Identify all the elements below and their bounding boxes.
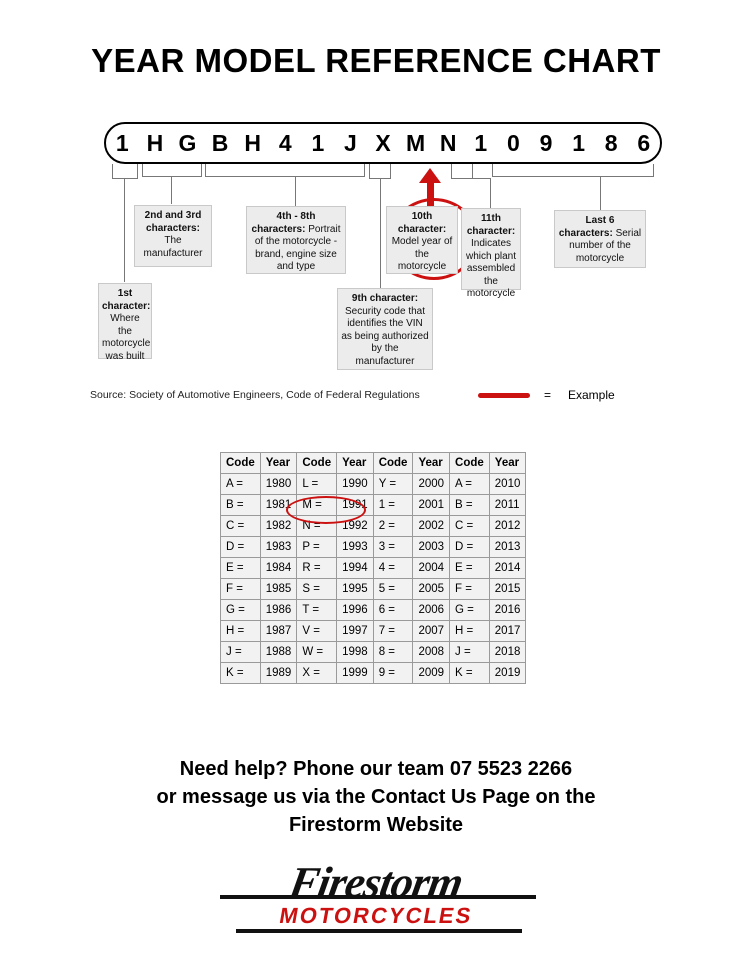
table-cell: 1989 — [260, 663, 297, 684]
leader-line — [112, 164, 113, 178]
table-header-cell: Code — [297, 453, 337, 474]
leader-line — [171, 176, 172, 204]
table-header-cell: Year — [489, 453, 526, 474]
vin-char: 1 — [115, 130, 129, 156]
callout-body: The manufacturer — [143, 235, 203, 259]
vin-char: 8 — [604, 130, 618, 156]
leader-line — [112, 178, 138, 179]
vin-char: N — [439, 130, 457, 156]
table-row — [221, 558, 526, 579]
source-note: Source: Society of Automotive Engineers, Code of Federal Regulations — [90, 389, 420, 401]
callout-second-third-characters — [134, 205, 212, 267]
table-cell: K = — [221, 663, 261, 684]
table-header-cell: Code — [450, 453, 490, 474]
vin-char: H — [146, 130, 164, 156]
table-header-cell: Code — [373, 453, 413, 474]
vin-char-highlighted: M — [406, 130, 426, 156]
leader-line — [653, 164, 654, 176]
help-line-3: Firestorm Website — [288, 814, 464, 836]
vin-char: X — [375, 130, 391, 156]
table-cell: 2008 — [413, 642, 450, 663]
vin-char: 6 — [637, 130, 651, 156]
red-arrow-head — [419, 168, 441, 183]
leader-line — [472, 164, 473, 178]
table-row — [221, 642, 526, 663]
table-cell: F = — [221, 579, 261, 600]
help-line-1: Need help? Phone our team 07 5523 2266 — [179, 758, 573, 780]
page-title: YEAR MODEL REFERENCE CHART — [91, 42, 661, 79]
table-cell: V = — [297, 621, 337, 642]
callout-body: Model year of the motorcycle — [391, 236, 453, 272]
table-cell: 6 = — [373, 600, 413, 621]
leader-line — [600, 176, 601, 210]
table-cell: 2001 — [413, 495, 450, 516]
callout-last-six-characters — [554, 210, 646, 268]
leader-line — [390, 164, 391, 178]
leader-line — [205, 164, 206, 176]
table-cell: H = — [221, 621, 261, 642]
leader-line — [137, 164, 138, 178]
vin-char: 1 — [572, 130, 585, 156]
table-cell: A = — [221, 474, 261, 495]
legend-example-line — [478, 393, 530, 398]
table-cell: 2017 — [489, 621, 526, 642]
table-cell: 1996 — [337, 600, 374, 621]
table-cell: P = — [297, 537, 337, 558]
leader-line — [124, 178, 125, 282]
table-header-cell: Code — [221, 453, 261, 474]
vin-char: J — [344, 130, 357, 156]
table-cell: 2005 — [413, 579, 450, 600]
table-cell-highlighted: 1991 — [337, 495, 374, 516]
table-cell: 2009 — [413, 663, 450, 684]
table-cell: D = — [221, 537, 261, 558]
table-cell: 2012 — [489, 516, 526, 537]
legend-equals-sign: = — [544, 388, 552, 402]
table-cell-highlighted: M = — [297, 495, 337, 516]
leader-line — [201, 164, 202, 176]
table-row — [221, 621, 526, 642]
table-cell: 2002 — [413, 516, 450, 537]
vin-char: 4 — [278, 130, 292, 156]
leader-line — [492, 164, 493, 176]
callout-heading: 4th - 8th characters: — [251, 211, 316, 235]
table-cell: K = — [450, 663, 490, 684]
table-cell: 9 = — [373, 663, 413, 684]
table-cell: G = — [450, 600, 490, 621]
table-cell: E = — [221, 558, 261, 579]
table-cell: 4 = — [373, 558, 413, 579]
leader-line — [142, 176, 202, 177]
table-cell: 1984 — [260, 558, 297, 579]
table-cell: R = — [297, 558, 337, 579]
callout-fourth-eighth-characters — [246, 206, 346, 274]
table-cell: 1999 — [337, 663, 374, 684]
leader-line — [492, 176, 654, 177]
table-cell: W = — [297, 642, 337, 663]
callout-body: Portrait of the motorcycle - brand, engine size and type — [254, 223, 341, 272]
callout-body: Security code that identifies the VIN as being authorized by the manufacturer — [341, 305, 429, 367]
table-cell: G = — [221, 600, 261, 621]
table-row — [221, 537, 526, 558]
callout-heading: 10th character: — [397, 211, 447, 235]
table-cell: 2 = — [373, 516, 413, 537]
callout-heading: Last 6 characters: — [558, 215, 615, 239]
leader-line — [462, 178, 491, 179]
table-cell: 2013 — [489, 537, 526, 558]
table-cell: 2004 — [413, 558, 450, 579]
leader-line — [142, 164, 143, 176]
callout-eleventh-character — [461, 208, 521, 299]
table-cell: B = — [221, 495, 261, 516]
table-cell: 3 = — [373, 537, 413, 558]
callout-ninth-character — [337, 288, 433, 370]
table-cell: J = — [221, 642, 261, 663]
vin-char: 9 — [539, 130, 553, 156]
table-cell: Y = — [373, 474, 413, 495]
leader-line — [364, 164, 365, 176]
table-cell: 1982 — [260, 516, 297, 537]
table-row — [221, 516, 526, 537]
leader-line — [451, 164, 452, 178]
callout-heading: 11th character: — [466, 213, 516, 237]
table-cell: F = — [450, 579, 490, 600]
table-cell: J = — [450, 642, 490, 663]
table-cell: 1980 — [260, 474, 297, 495]
vin-number-box — [104, 122, 662, 164]
table-cell: 5 = — [373, 579, 413, 600]
table-cell: 2010 — [489, 474, 526, 495]
table-cell: 7 = — [373, 621, 413, 642]
table-row — [221, 495, 526, 516]
callout-heading: 9th character: — [351, 293, 419, 304]
table-cell: N = — [297, 516, 337, 537]
table-cell: H = — [450, 621, 490, 642]
table-cell: 1986 — [260, 600, 297, 621]
vin-char: 1 — [474, 130, 488, 156]
table-cell: 2018 — [489, 642, 526, 663]
table-header-cell: Year — [260, 453, 297, 474]
table-cell: 2014 — [489, 558, 526, 579]
table-year-highlight-ellipse — [286, 496, 366, 524]
table-cell: 2003 — [413, 537, 450, 558]
callout-tenth-character — [386, 206, 458, 274]
logo-wordmark: Firestorm — [285, 858, 467, 907]
callout-body: Indicates which plant assembled the motorcycle — [465, 238, 517, 299]
table-cell: T = — [297, 600, 337, 621]
year-code-table — [220, 452, 526, 684]
table-cell: 2019 — [489, 663, 526, 684]
table-cell: 1987 — [260, 621, 297, 642]
table-cell: S = — [297, 579, 337, 600]
callout-first-character — [98, 283, 152, 362]
table-cell: 1995 — [337, 579, 374, 600]
callout-body: Serial number of the motorcycle — [569, 227, 642, 264]
table-cell: B = — [450, 495, 490, 516]
table-cell: 1 = — [373, 495, 413, 516]
table-row — [221, 663, 526, 684]
table-cell: 2016 — [489, 600, 526, 621]
table-header-cell: Year — [337, 453, 374, 474]
table-cell: 1981 — [260, 495, 297, 516]
vin-char: G — [178, 130, 197, 156]
vin-char: B — [211, 130, 229, 156]
table-cell: D = — [450, 537, 490, 558]
help-line-2: or message us via the Contact Us Page on the — [156, 786, 596, 808]
vin-char: H — [244, 130, 261, 156]
table-header-cell: Year — [413, 453, 450, 474]
leader-line — [369, 164, 370, 178]
table-cell: 8 = — [373, 642, 413, 663]
table-cell: 1988 — [260, 642, 297, 663]
logo-subtitle: MOTORCYCLES — [277, 903, 475, 928]
legend-example-label: Example — [568, 388, 615, 402]
logo-bar-bottom — [236, 929, 522, 933]
table-cell: 1992 — [337, 516, 374, 537]
table-cell: 2000 — [413, 474, 450, 495]
table-cell: 1993 — [337, 537, 374, 558]
table-cell: 1985 — [260, 579, 297, 600]
table-cell: 1998 — [337, 642, 374, 663]
table-cell: 2015 — [489, 579, 526, 600]
table-cell: 1994 — [337, 558, 374, 579]
firestorm-logo — [196, 855, 556, 935]
table-cell: 1983 — [260, 537, 297, 558]
vin-char: 0 — [507, 130, 520, 156]
table-row — [221, 474, 526, 495]
table-row — [221, 600, 526, 621]
leader-line — [205, 176, 365, 177]
help-text — [0, 755, 752, 839]
table-row — [221, 579, 526, 600]
table-cell: 2007 — [413, 621, 450, 642]
table-cell: 1990 — [337, 474, 374, 495]
table-cell: 2011 — [489, 495, 526, 516]
vin-char: 1 — [311, 130, 325, 156]
callout-body: Where the motorcycle was built — [102, 313, 151, 362]
table-cell: A = — [450, 474, 490, 495]
leader-line — [490, 178, 491, 208]
table-header-row — [221, 453, 526, 474]
table-cell: X = — [297, 663, 337, 684]
leader-line — [295, 176, 296, 206]
table-cell: C = — [450, 516, 490, 537]
table-cell: 1997 — [337, 621, 374, 642]
table-cell: L = — [297, 474, 337, 495]
callout-heading: 1st character: — [102, 288, 151, 312]
table-cell: E = — [450, 558, 490, 579]
table-cell: C = — [221, 516, 261, 537]
table-cell: 2006 — [413, 600, 450, 621]
callout-heading: 2nd and 3rd characters: — [144, 210, 202, 234]
leader-line — [380, 178, 381, 288]
